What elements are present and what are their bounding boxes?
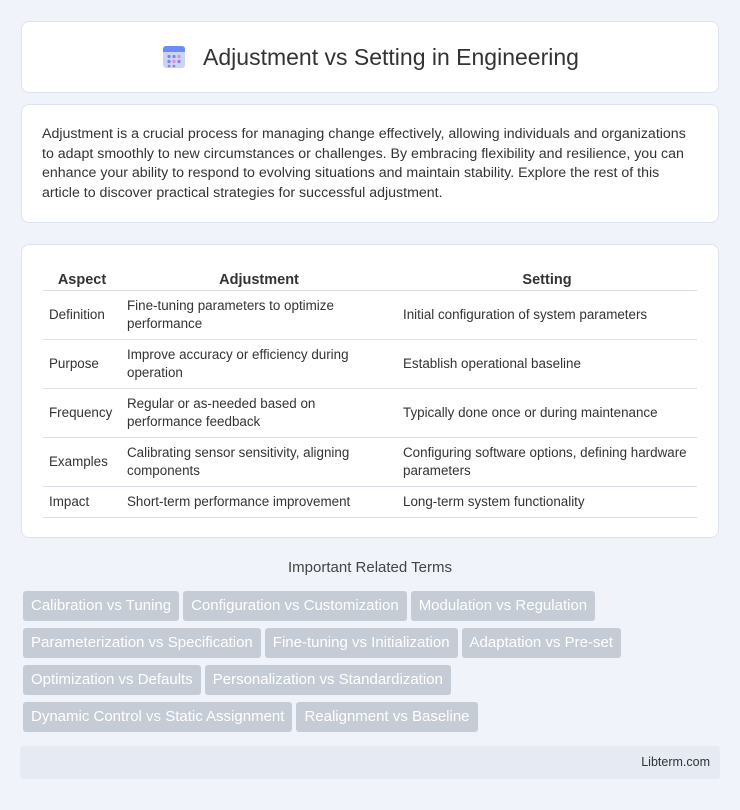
related-term-tag[interactable]: Fine-tuning vs Initialization [265,628,458,658]
cell-aspect: Impact [43,487,121,518]
page-title: Adjustment vs Setting in Engineering [203,43,579,70]
table-row [43,389,697,438]
comparison-table [43,265,697,518]
header-adjustment: Adjustment [121,265,397,291]
footer [20,746,720,779]
related-term-tag[interactable]: Calibration vs Tuning [23,591,179,621]
related-term-tag[interactable]: Configuration vs Customization [183,591,407,621]
related-terms-list [23,591,723,739]
table-row [43,291,697,340]
related-term-tag[interactable]: Dynamic Control vs Static Assignment [23,702,292,732]
intro-text: Adjustment is a crucial process for managing change effectively, allowing individuals and organizations to adapt smoothly to new circumstances or challenges. By embracing flexibility and resilience, you can enhance your ability to respond to evolving situations and maintain stability. Explore the rest of this article to discover practical strategies for successful adjustment. [42,126,686,201]
cell-setting: Long-term system functionality [397,487,697,518]
related-term-tag[interactable]: Adaptation vs Pre-set [462,628,621,658]
related-terms-title: Important Related Terms [288,559,452,576]
cell-adjustment: Improve accuracy or efficiency during operation [121,340,397,389]
title-card [21,21,719,93]
cell-adjustment: Regular or as-needed based on performance feedback [121,389,397,438]
comparison-table-card [21,244,719,538]
cell-aspect: Definition [43,291,121,340]
document-icon [161,44,187,70]
related-term-tag[interactable]: Modulation vs Regulation [411,591,595,621]
related-term-tag[interactable]: Parameterization vs Specification [23,628,261,658]
cell-adjustment: Fine-tuning parameters to optimize performance [121,291,397,340]
cell-setting: Configuring software options, defining hardware parameters [397,438,697,487]
related-term-tag[interactable]: Realignment vs Baseline [296,702,477,732]
cell-adjustment: Short-term performance improvement [121,487,397,518]
cell-aspect: Examples [43,438,121,487]
cell-aspect: Frequency [43,389,121,438]
header-aspect: Aspect [43,265,121,291]
intro-card [21,104,719,223]
table-header-row [43,265,697,291]
table-row [43,487,697,518]
related-term-tag[interactable]: Optimization vs Defaults [23,665,201,695]
header-setting: Setting [397,265,697,291]
footer-site-link[interactable]: Libterm.com [641,755,710,769]
cell-setting: Establish operational baseline [397,340,697,389]
related-term-tag[interactable]: Personalization vs Standardization [205,665,451,695]
cell-setting: Initial configuration of system parameters [397,291,697,340]
cell-setting: Typically done once or during maintenance [397,389,697,438]
cell-adjustment: Calibrating sensor sensitivity, aligning components [121,438,397,487]
cell-aspect: Purpose [43,340,121,389]
table-row [43,438,697,487]
table-row [43,340,697,389]
